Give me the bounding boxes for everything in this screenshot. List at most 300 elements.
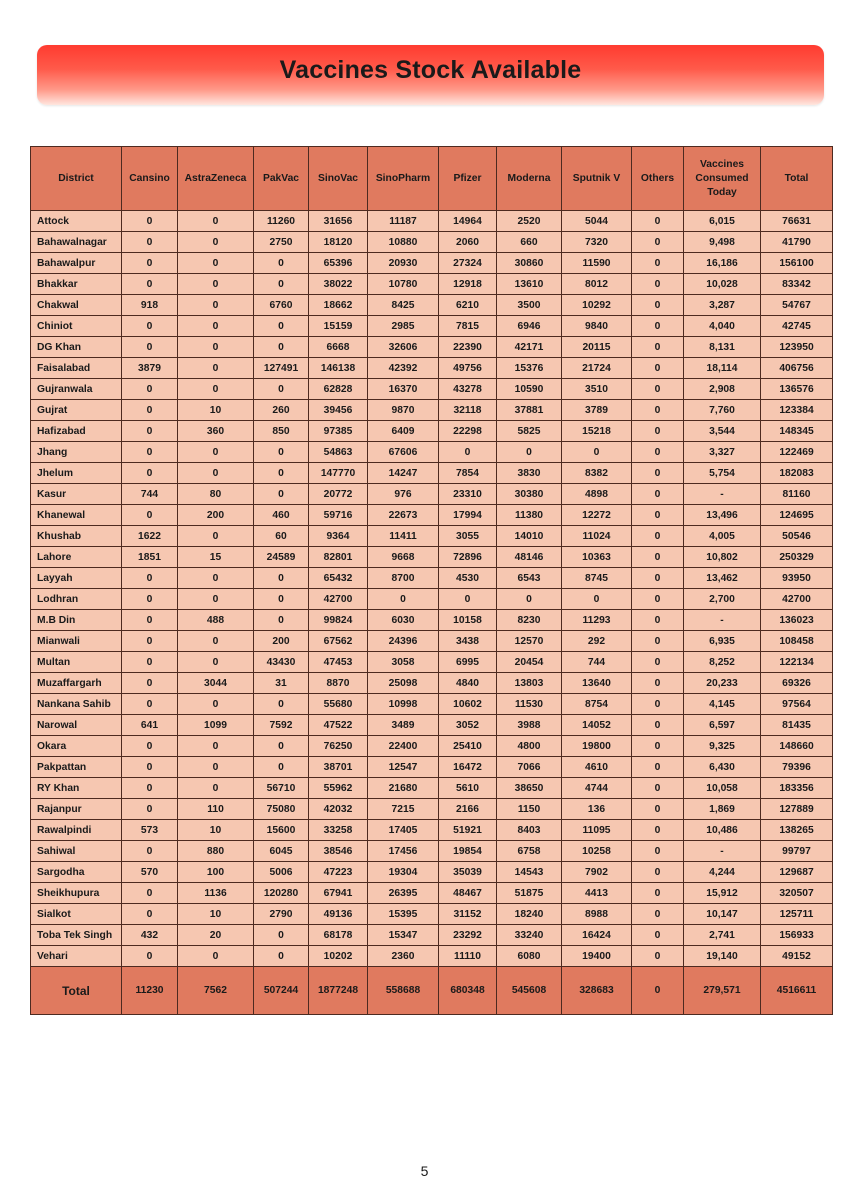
value-cell: 10: [178, 400, 254, 421]
value-cell: 4413: [562, 883, 632, 904]
value-cell: 1099: [178, 715, 254, 736]
value-cell: 6045: [254, 841, 309, 862]
value-cell: 0: [122, 400, 178, 421]
column-header: SinoPharm: [368, 147, 439, 211]
value-cell: 42700: [309, 589, 368, 610]
value-cell: 33258: [309, 820, 368, 841]
value-cell: 1150: [497, 799, 562, 820]
value-cell: 0: [632, 400, 684, 421]
value-cell: 20454: [497, 652, 562, 673]
table-row: [31, 904, 833, 925]
value-cell: 660: [497, 232, 562, 253]
value-cell: 10602: [439, 694, 497, 715]
value-cell: 156933: [761, 925, 833, 946]
value-cell: 7215: [368, 799, 439, 820]
value-cell: 15376: [497, 358, 562, 379]
table-row: [31, 736, 833, 757]
value-cell: 14964: [439, 211, 497, 232]
district-cell: RY Khan: [31, 778, 122, 799]
value-cell: 0: [178, 778, 254, 799]
value-cell: 8745: [562, 568, 632, 589]
value-cell: 0: [632, 316, 684, 337]
value-cell: 0: [497, 589, 562, 610]
value-cell: 0: [254, 925, 309, 946]
value-cell: 4,005: [684, 526, 761, 547]
value-cell: 0: [178, 463, 254, 484]
district-cell: Rawalpindi: [31, 820, 122, 841]
value-cell: 976: [368, 484, 439, 505]
value-cell: 0: [632, 820, 684, 841]
value-cell: 488: [178, 610, 254, 631]
table-row: [31, 820, 833, 841]
table-row: [31, 589, 833, 610]
value-cell: 0: [632, 841, 684, 862]
value-cell: 6946: [497, 316, 562, 337]
district-cell: Kasur: [31, 484, 122, 505]
value-cell: 19304: [368, 862, 439, 883]
value-cell: 3510: [562, 379, 632, 400]
value-cell: 0: [632, 274, 684, 295]
value-cell: 9,498: [684, 232, 761, 253]
value-cell: 0: [632, 673, 684, 694]
value-cell: 67606: [368, 442, 439, 463]
district-cell: Sheikhupura: [31, 883, 122, 904]
value-cell: 67562: [309, 631, 368, 652]
total-value-cell: 680348: [439, 967, 497, 1015]
table-row: [31, 358, 833, 379]
table-row: [31, 295, 833, 316]
value-cell: 2,908: [684, 379, 761, 400]
value-cell: 0: [632, 337, 684, 358]
value-cell: 0: [122, 778, 178, 799]
value-cell: 7,760: [684, 400, 761, 421]
value-cell: 7320: [562, 232, 632, 253]
value-cell: 13,462: [684, 568, 761, 589]
value-cell: 0: [254, 253, 309, 274]
value-cell: 35039: [439, 862, 497, 883]
column-header: Pfizer: [439, 147, 497, 211]
value-cell: 3044: [178, 673, 254, 694]
value-cell: 0: [122, 463, 178, 484]
value-cell: 8988: [562, 904, 632, 925]
value-cell: 641: [122, 715, 178, 736]
value-cell: 6668: [309, 337, 368, 358]
value-cell: 0: [254, 337, 309, 358]
value-cell: 49136: [309, 904, 368, 925]
table-row: [31, 484, 833, 505]
value-cell: 0: [632, 778, 684, 799]
value-cell: 0: [497, 442, 562, 463]
value-cell: 127491: [254, 358, 309, 379]
value-cell: 6758: [497, 841, 562, 862]
value-cell: 5825: [497, 421, 562, 442]
column-header: Cansino: [122, 147, 178, 211]
value-cell: 9364: [309, 526, 368, 547]
value-cell: 146138: [309, 358, 368, 379]
value-cell: 16370: [368, 379, 439, 400]
value-cell: 0: [632, 631, 684, 652]
value-cell: 68178: [309, 925, 368, 946]
table-row: [31, 379, 833, 400]
district-cell: Nankana Sahib: [31, 694, 122, 715]
value-cell: 6543: [497, 568, 562, 589]
table-row: [31, 568, 833, 589]
value-cell: 76250: [309, 736, 368, 757]
value-cell: 3489: [368, 715, 439, 736]
value-cell: 156100: [761, 253, 833, 274]
value-cell: 136576: [761, 379, 833, 400]
value-cell: 30380: [497, 484, 562, 505]
value-cell: 8754: [562, 694, 632, 715]
value-cell: 0: [632, 379, 684, 400]
value-cell: 110: [178, 799, 254, 820]
value-cell: 0: [254, 463, 309, 484]
value-cell: 30860: [497, 253, 562, 274]
value-cell: 14010: [497, 526, 562, 547]
value-cell: 76631: [761, 211, 833, 232]
value-cell: 0: [632, 547, 684, 568]
value-cell: 918: [122, 295, 178, 316]
value-cell: 21680: [368, 778, 439, 799]
value-cell: 12547: [368, 757, 439, 778]
value-cell: 0: [178, 631, 254, 652]
value-cell: 33240: [497, 925, 562, 946]
value-cell: 42032: [309, 799, 368, 820]
value-cell: 69326: [761, 673, 833, 694]
column-header: Others: [632, 147, 684, 211]
value-cell: 15395: [368, 904, 439, 925]
value-cell: 42745: [761, 316, 833, 337]
value-cell: 83342: [761, 274, 833, 295]
value-cell: 22400: [368, 736, 439, 757]
value-cell: 0: [178, 652, 254, 673]
value-cell: 5006: [254, 862, 309, 883]
value-cell: 0: [254, 946, 309, 967]
value-cell: 292: [562, 631, 632, 652]
value-cell: 3988: [497, 715, 562, 736]
value-cell: 26395: [368, 883, 439, 904]
value-cell: 75080: [254, 799, 309, 820]
value-cell: 0: [439, 589, 497, 610]
value-cell: 3,544: [684, 421, 761, 442]
column-header: PakVac: [254, 147, 309, 211]
value-cell: 54767: [761, 295, 833, 316]
value-cell: 6,597: [684, 715, 761, 736]
value-cell: 0: [178, 379, 254, 400]
value-cell: 31: [254, 673, 309, 694]
value-cell: 0: [632, 253, 684, 274]
district-cell: Mianwali: [31, 631, 122, 652]
value-cell: 25098: [368, 673, 439, 694]
value-cell: 0: [178, 295, 254, 316]
value-cell: 16424: [562, 925, 632, 946]
value-cell: 12570: [497, 631, 562, 652]
value-cell: 56710: [254, 778, 309, 799]
value-cell: 32606: [368, 337, 439, 358]
value-cell: 0: [632, 652, 684, 673]
value-cell: 10,028: [684, 274, 761, 295]
table-row: [31, 337, 833, 358]
value-cell: 0: [632, 358, 684, 379]
value-cell: 9,325: [684, 736, 761, 757]
value-cell: 9870: [368, 400, 439, 421]
total-value-cell: 0: [632, 967, 684, 1015]
value-cell: 11110: [439, 946, 497, 967]
value-cell: 27324: [439, 253, 497, 274]
value-cell: 10: [178, 820, 254, 841]
table-row: [31, 463, 833, 484]
district-cell: Rajanpur: [31, 799, 122, 820]
value-cell: 0: [122, 421, 178, 442]
value-cell: 0: [122, 274, 178, 295]
value-cell: 43430: [254, 652, 309, 673]
total-value-cell: 11230: [122, 967, 178, 1015]
value-cell: 31152: [439, 904, 497, 925]
value-cell: 0: [178, 211, 254, 232]
value-cell: 136023: [761, 610, 833, 631]
value-cell: 6409: [368, 421, 439, 442]
value-cell: 0: [122, 610, 178, 631]
value-cell: 0: [122, 232, 178, 253]
value-cell: 360: [178, 421, 254, 442]
value-cell: 573: [122, 820, 178, 841]
value-cell: 97385: [309, 421, 368, 442]
column-header: District: [31, 147, 122, 211]
value-cell: 3055: [439, 526, 497, 547]
value-cell: 2166: [439, 799, 497, 820]
total-row: [31, 967, 833, 1015]
table-header-row: [31, 147, 833, 211]
value-cell: 6210: [439, 295, 497, 316]
value-cell: 42392: [368, 358, 439, 379]
value-cell: 81435: [761, 715, 833, 736]
value-cell: 10590: [497, 379, 562, 400]
table-row: [31, 232, 833, 253]
value-cell: 15,912: [684, 883, 761, 904]
value-cell: 2750: [254, 232, 309, 253]
value-cell: 14543: [497, 862, 562, 883]
value-cell: 19400: [562, 946, 632, 967]
value-cell: 0: [122, 568, 178, 589]
value-cell: 0: [632, 589, 684, 610]
value-cell: 4840: [439, 673, 497, 694]
value-cell: 10: [178, 904, 254, 925]
value-cell: 0: [178, 253, 254, 274]
value-cell: 0: [632, 526, 684, 547]
value-cell: 5044: [562, 211, 632, 232]
value-cell: -: [684, 484, 761, 505]
value-cell: 80: [178, 484, 254, 505]
value-cell: 6,430: [684, 757, 761, 778]
value-cell: 0: [122, 505, 178, 526]
value-cell: 14052: [562, 715, 632, 736]
value-cell: 123384: [761, 400, 833, 421]
table-row: [31, 946, 833, 967]
value-cell: 4744: [562, 778, 632, 799]
title-banner: [37, 45, 824, 105]
value-cell: 125711: [761, 904, 833, 925]
value-cell: 82801: [309, 547, 368, 568]
district-cell: Sialkot: [31, 904, 122, 925]
value-cell: 0: [122, 946, 178, 967]
value-cell: 12272: [562, 505, 632, 526]
value-cell: -: [684, 841, 761, 862]
value-cell: 10158: [439, 610, 497, 631]
value-cell: 127889: [761, 799, 833, 820]
value-cell: 0: [632, 757, 684, 778]
value-cell: 18120: [309, 232, 368, 253]
value-cell: 182083: [761, 463, 833, 484]
value-cell: 4610: [562, 757, 632, 778]
table-row: [31, 547, 833, 568]
value-cell: 51875: [497, 883, 562, 904]
value-cell: 10,802: [684, 547, 761, 568]
value-cell: 0: [122, 442, 178, 463]
value-cell: 97564: [761, 694, 833, 715]
value-cell: 3,327: [684, 442, 761, 463]
value-cell: 8382: [562, 463, 632, 484]
value-cell: 7815: [439, 316, 497, 337]
value-cell: 49152: [761, 946, 833, 967]
table-row: [31, 757, 833, 778]
value-cell: 0: [632, 736, 684, 757]
value-cell: 11411: [368, 526, 439, 547]
value-cell: 0: [632, 421, 684, 442]
value-cell: 0: [632, 694, 684, 715]
table-row: [31, 526, 833, 547]
value-cell: 432: [122, 925, 178, 946]
total-value-cell: 4516611: [761, 967, 833, 1015]
value-cell: 6,015: [684, 211, 761, 232]
value-cell: 1136: [178, 883, 254, 904]
table-row: [31, 778, 833, 799]
value-cell: 3879: [122, 358, 178, 379]
district-cell: Bahawalnagar: [31, 232, 122, 253]
table-row: [31, 925, 833, 946]
value-cell: 48467: [439, 883, 497, 904]
column-header: Moderna: [497, 147, 562, 211]
value-cell: 0: [178, 757, 254, 778]
value-cell: 17994: [439, 505, 497, 526]
district-cell: Gujrat: [31, 400, 122, 421]
district-cell: M.B Din: [31, 610, 122, 631]
district-cell: Jhang: [31, 442, 122, 463]
value-cell: 20772: [309, 484, 368, 505]
value-cell: 15218: [562, 421, 632, 442]
value-cell: 25410: [439, 736, 497, 757]
district-cell: Bahawalpur: [31, 253, 122, 274]
value-cell: 10202: [309, 946, 368, 967]
value-cell: 148345: [761, 421, 833, 442]
value-cell: 0: [254, 379, 309, 400]
value-cell: 6995: [439, 652, 497, 673]
value-cell: 108458: [761, 631, 833, 652]
table-row: [31, 673, 833, 694]
value-cell: 38701: [309, 757, 368, 778]
value-cell: 18662: [309, 295, 368, 316]
district-cell: Faisalabad: [31, 358, 122, 379]
value-cell: 0: [254, 736, 309, 757]
value-cell: 0: [439, 442, 497, 463]
value-cell: 6,935: [684, 631, 761, 652]
value-cell: 20: [178, 925, 254, 946]
value-cell: 0: [254, 568, 309, 589]
value-cell: 8230: [497, 610, 562, 631]
value-cell: 13,496: [684, 505, 761, 526]
value-cell: 10,486: [684, 820, 761, 841]
value-cell: 250329: [761, 547, 833, 568]
value-cell: 60: [254, 526, 309, 547]
value-cell: 0: [632, 442, 684, 463]
value-cell: 0: [632, 463, 684, 484]
district-cell: Okara: [31, 736, 122, 757]
value-cell: 0: [632, 862, 684, 883]
value-cell: 0: [562, 589, 632, 610]
value-cell: 0: [178, 442, 254, 463]
district-cell: Muzaffargarh: [31, 673, 122, 694]
value-cell: 20930: [368, 253, 439, 274]
vaccine-stock-table: [30, 146, 833, 1015]
value-cell: 2790: [254, 904, 309, 925]
page-title: Vaccines Stock Available: [279, 56, 582, 84]
column-header: SinoVac: [309, 147, 368, 211]
value-cell: 122134: [761, 652, 833, 673]
value-cell: 0: [178, 337, 254, 358]
value-cell: 24396: [368, 631, 439, 652]
value-cell: 12918: [439, 274, 497, 295]
value-cell: 0: [122, 652, 178, 673]
value-cell: 0: [632, 715, 684, 736]
value-cell: 2985: [368, 316, 439, 337]
value-cell: 10780: [368, 274, 439, 295]
value-cell: 0: [254, 694, 309, 715]
value-cell: 7902: [562, 862, 632, 883]
value-cell: 120280: [254, 883, 309, 904]
value-cell: 0: [122, 757, 178, 778]
value-cell: 880: [178, 841, 254, 862]
value-cell: 460: [254, 505, 309, 526]
value-cell: 10363: [562, 547, 632, 568]
value-cell: 42700: [761, 589, 833, 610]
value-cell: 260: [254, 400, 309, 421]
value-cell: 3052: [439, 715, 497, 736]
district-cell: Attock: [31, 211, 122, 232]
value-cell: 19,140: [684, 946, 761, 967]
district-cell: Jhelum: [31, 463, 122, 484]
value-cell: 5610: [439, 778, 497, 799]
value-cell: 15600: [254, 820, 309, 841]
total-value-cell: 558688: [368, 967, 439, 1015]
table-row: [31, 316, 833, 337]
value-cell: 744: [562, 652, 632, 673]
page-number: 5: [420, 1163, 429, 1179]
total-value-cell: 328683: [562, 967, 632, 1015]
value-cell: 3830: [497, 463, 562, 484]
table-row: [31, 421, 833, 442]
value-cell: 8,252: [684, 652, 761, 673]
district-cell: Sargodha: [31, 862, 122, 883]
total-value-cell: 545608: [497, 967, 562, 1015]
total-value-cell: 279,571: [684, 967, 761, 1015]
value-cell: 0: [254, 442, 309, 463]
value-cell: 23310: [439, 484, 497, 505]
value-cell: 0: [122, 904, 178, 925]
district-cell: Lahore: [31, 547, 122, 568]
value-cell: 72896: [439, 547, 497, 568]
value-cell: 744: [122, 484, 178, 505]
value-cell: 47223: [309, 862, 368, 883]
value-cell: 0: [178, 358, 254, 379]
